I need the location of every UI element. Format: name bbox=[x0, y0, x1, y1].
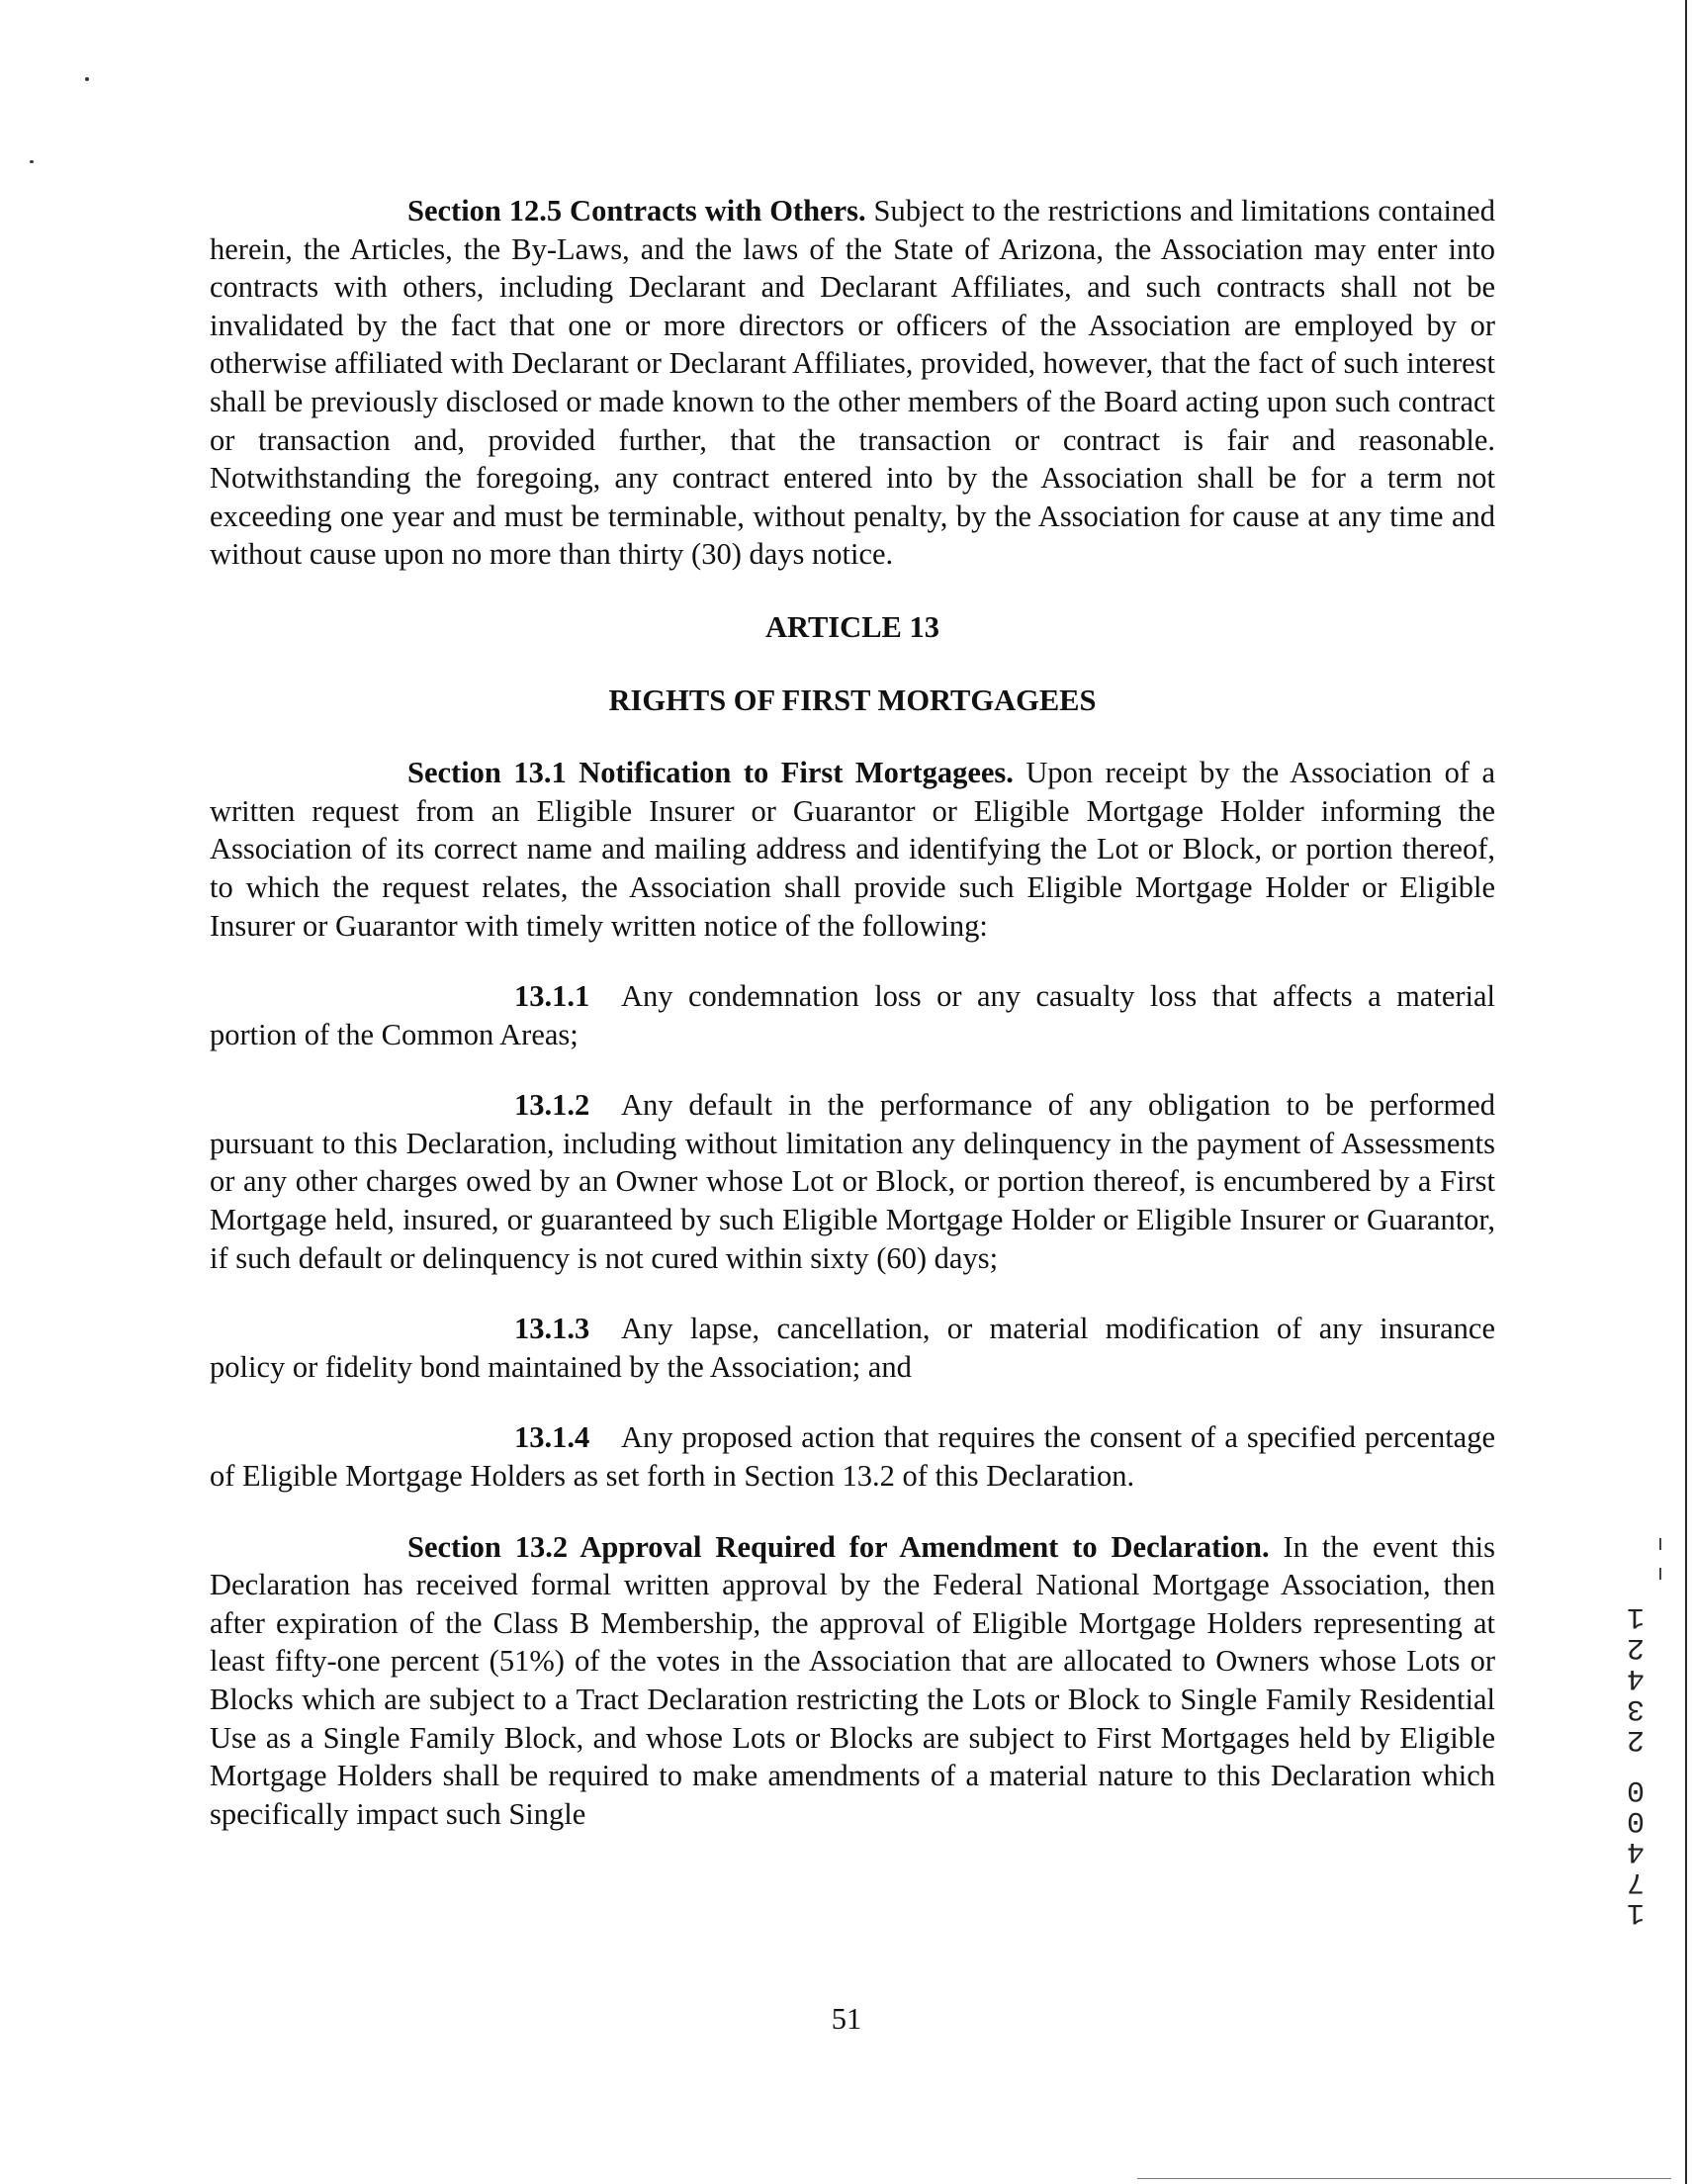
section-13-2-title: Section 13.2 Approval Required for Amendment to Declaration. bbox=[407, 1529, 1270, 1564]
scan-speck bbox=[30, 160, 34, 163]
page-edge bbox=[1685, 0, 1687, 2184]
article-number: ARTICLE 13 bbox=[764, 609, 940, 644]
stamp-digit: 3 bbox=[1627, 1691, 1646, 1725]
section-13-2-body: In the event this Declaration has received formal written approval by the Federal National Mortgage Association, then after expiration of the Class B Membership, the approval of Eligible Mortgage Holders representing at least fifty-one percent (51%) of the votes in the Association that are allocated to Owners whose Lots or Blocks which are subject to a Tract Declaration restricting the Lots or Block to Single Family Residential Use as a Single Family Block, and whose Lots or Blocks are subject to First Mortgages held by Eligible Mortgage Holders shall be required to make amendments of a material nature to this Declaration which specifically impact such Single bbox=[210, 1529, 1495, 1831]
stamp-digit: 1 bbox=[1627, 1599, 1646, 1633]
section-13-1-body: Upon receipt by the Association of a written request from an Eligible Insurer or Guarantor or Eligible Mortgage Holder informing the Association of its correct name and mailing address and identifying the Lot or Block, or portion thereof, to which the request relates, the Association shall provide such Eligible Mortgage Holder or Eligible Insurer or Guarantor with timely written notice of the following: bbox=[210, 756, 1495, 943]
article-title: RIGHTS OF FIRST MORTGAGEES bbox=[608, 682, 1097, 717]
section-13-1-paragraph bbox=[210, 754, 1495, 945]
item-text: Any lapse, cancellation, or material modification of any insurance policy or fidelity bond maintained by the Association; and bbox=[210, 1312, 1495, 1384]
section-13-2-paragraph bbox=[210, 1528, 1495, 1834]
item-number: 13.1.3 bbox=[514, 1312, 590, 1346]
scan-bottom-line bbox=[1137, 2178, 1671, 2179]
item-text: Any default in the performance of any obligation to be performed pursuant to this Declaration, including without limitation any delinquency in the payment of Assessments or any other charges owed by an Owner whose Lot or Block, or portion thereof, is encumbered by a First Mortgage held, insured, or guaranteed by such Eligible Mortgage Holder or Eligible Insurer or Guarantor, if such default or delinquency is not cured within sixty (60) days; bbox=[210, 1088, 1495, 1275]
item-13-1-4 bbox=[210, 1418, 1495, 1495]
stamp-digit: 4 bbox=[1627, 1834, 1646, 1867]
stamp-digit: 7 bbox=[1627, 1865, 1646, 1898]
item-text: Any condemnation loss or any casualty loss that affects a material portion of the Common Areas; bbox=[210, 979, 1495, 1051]
item-text: Any proposed action that requires the consent of a specified percentage of Eligible Mortgage Holders as set forth in Section 13.2 of this Declaration. bbox=[210, 1420, 1495, 1494]
recording-stamp bbox=[1616, 1600, 1655, 1927]
document-body bbox=[210, 192, 1495, 1833]
page-number: 51 bbox=[831, 2002, 862, 2036]
item-number: 13.1.4 bbox=[514, 1420, 590, 1455]
stamp-digit: 2 bbox=[1627, 1630, 1646, 1664]
section-13-1-title: Section 13.1 Notification to First Mortgagees. bbox=[407, 756, 1014, 790]
stamp-digit: 4 bbox=[1627, 1661, 1646, 1694]
scan-speck bbox=[85, 77, 89, 81]
stamp-digit: 0 bbox=[1627, 1803, 1646, 1837]
item-13-1-3 bbox=[210, 1310, 1495, 1386]
stamp-digit: 2 bbox=[1627, 1722, 1646, 1756]
item-number: 13.1.1 bbox=[514, 979, 590, 1014]
stamp-digit: 1 bbox=[1627, 1895, 1646, 1929]
item-13-1-1 bbox=[210, 977, 1495, 1053]
item-number: 13.1.2 bbox=[514, 1088, 590, 1123]
section-12-5-title: Section 12.5 Contracts with Others. bbox=[407, 194, 866, 228]
stamp-digit: 0 bbox=[1627, 1773, 1646, 1806]
item-13-1-2 bbox=[210, 1086, 1495, 1277]
section-12-5-paragraph bbox=[210, 192, 1495, 574]
scan-tick bbox=[1659, 1568, 1661, 1580]
section-12-5-body: Subject to the restrictions and limitations contained herein, the Articles, the By-Laws, and the laws of the State of Arizona, the Association may enter into contracts with others, including Declarant and Declarant Affiliates, and such contracts shall not be invalidated by the fact that one or more directors or officers of the Association are employed by or otherwise affiliated with Declarant or Declarant Affiliates, provided, however, that the fact of such interest shall be previously disclosed or made known to the other members of the Board acting upon such contract or transaction and, provided further, that the transaction or contract is fair and reasonable. Notwithstanding the foregoing, any contract entered into by the Association shall be for a term not exceeding one year and must be terminable, without penalty, by the Association for cause at any time and without cause upon no more than thirty (30) days notice. bbox=[210, 194, 1495, 572]
scan-tick bbox=[1659, 1538, 1661, 1550]
